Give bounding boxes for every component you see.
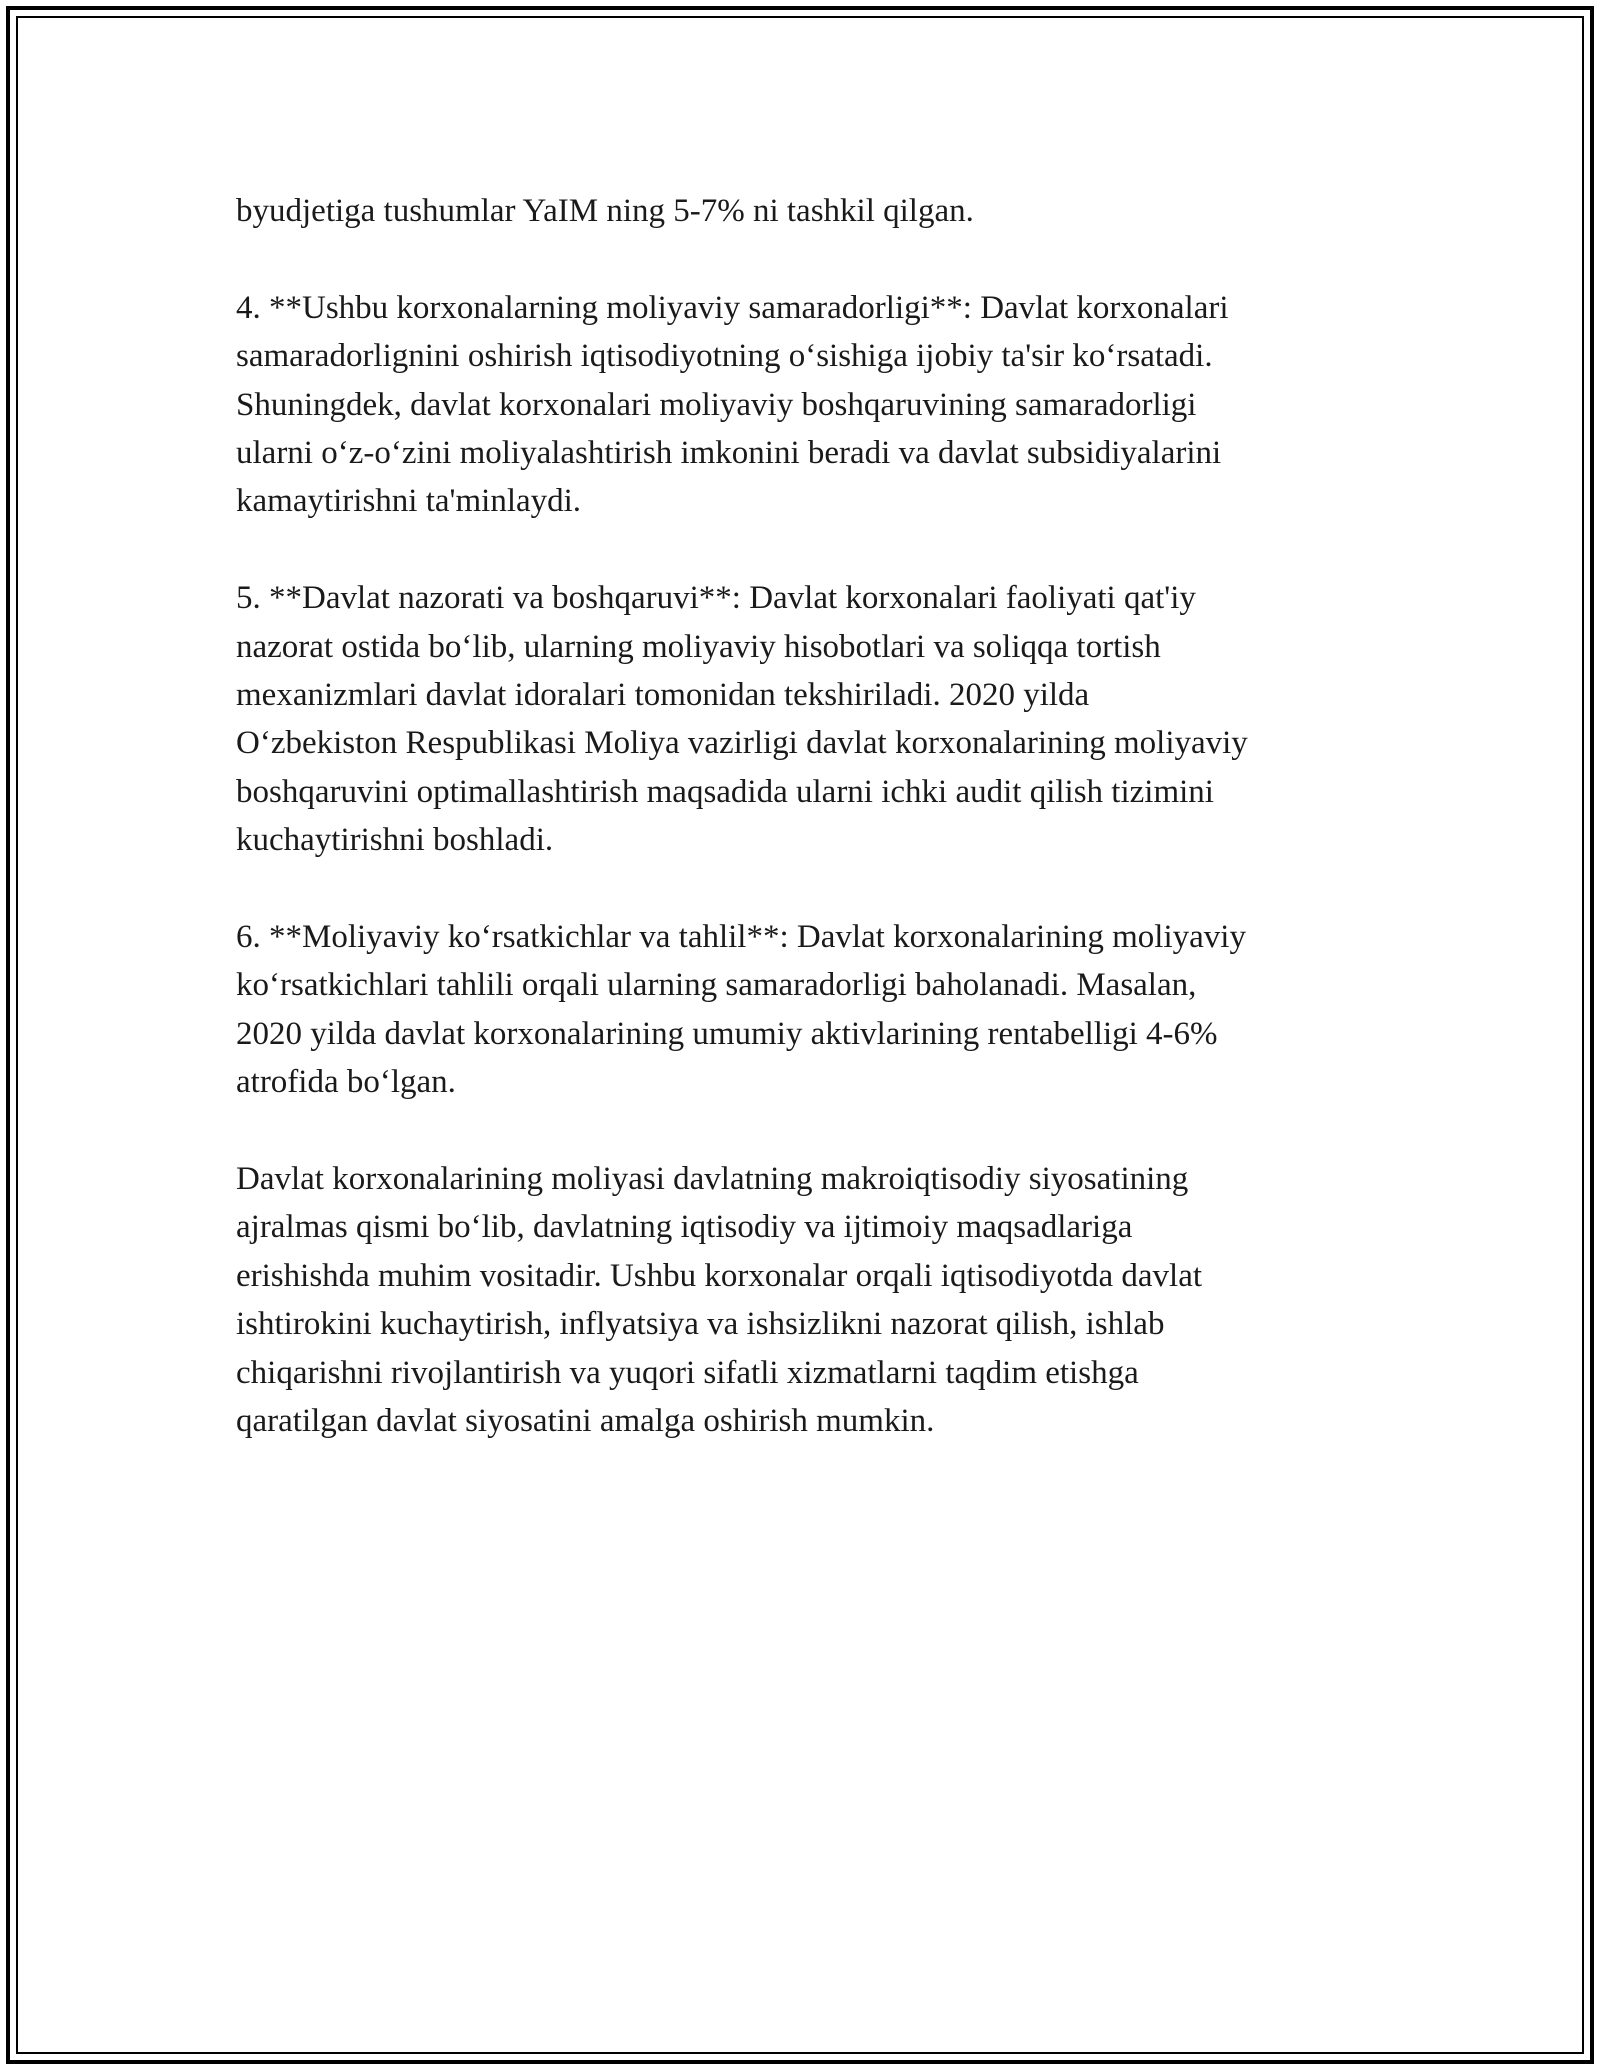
text-line: 4. **Ushbu korxonalarning moliyaviy samaradorligi**: Davlat korxonalari: [236, 289, 1229, 326]
text-line: kuchaytirishni boshladi.: [236, 822, 554, 859]
text-line: nazorat ostida bo‘lib, ularning moliyaviy hisobotlari va soliqqa tortish: [236, 628, 1161, 665]
paragraph-financial-indicators: [236, 913, 1376, 1107]
text-line: mexanizmlari davlat idoralari tomonidan tekshiriladi. 2020 yilda: [236, 677, 1090, 714]
text-line: 2020 yilda davlat korxonalarining umumiy aktivlarining rentabelligi 4-6%: [236, 1015, 1218, 1052]
text-line: ajralmas qismi bo‘lib, davlatning iqtisodiy va ijtimoiy maqsadlariga: [236, 1209, 1133, 1246]
text-line: ko‘rsatkichlari tahlili orqali ularning samaradorligi baholanadi. Masalan,: [236, 967, 1197, 1004]
text-line: ishtirokini kuchaytirish, inflyatsiya va ishsizlikni nazorat qilish, ishlab: [236, 1306, 1165, 1343]
text-line: qaratilgan davlat siyosatini amalga oshirish mumkin.: [236, 1403, 935, 1440]
text-line: Davlat korxonalarining moliyasi davlatning makroiqtisodiy siyosatining: [236, 1161, 1189, 1198]
text-line: atrofida bo‘lgan.: [236, 1064, 456, 1101]
text-line: kamaytirishni ta'minlaydi.: [236, 483, 582, 520]
text-line: erishishda muhim vositadir. Ushbu korxonalar orqali iqtisodiyotda davlat: [236, 1257, 1203, 1294]
paragraph-state-control: [236, 574, 1376, 864]
document-body: [236, 187, 1376, 1494]
text-line: chiqarishni rivojlantirish va yuqori sifatli xizmatlarni taqdim etishga: [236, 1354, 1139, 1391]
paragraph-conclusion: [236, 1155, 1376, 1445]
text-line: 6. **Moliyaviy ko‘rsatkichlar va tahlil**: Davlat korxonalarining moliyaviy: [236, 919, 1246, 956]
text-line: O‘zbekiston Respublikasi Moliya vazirligi davlat korxonalarining moliyaviy: [236, 725, 1248, 762]
text-line: 5. **Davlat nazorati va boshqaruvi**: Davlat korxonalari faoliyati qat'iy: [236, 580, 1196, 617]
text-line: ularni o‘z-o‘zini moliyalashtirish imkonini beradi va davlat subsidiyalarini: [236, 435, 1222, 472]
text-line: Shuningdek, davlat korxonalari moliyaviy boshqaruvining samaradorligi: [236, 386, 1197, 423]
paragraph-budget-revenue: [236, 187, 1376, 235]
paragraph-financial-efficiency: [236, 284, 1376, 526]
text-line: boshqaruvini optimallashtirish maqsadida ularni ichki audit qilish tizimini: [236, 773, 1214, 810]
text-line: samaradorlignini oshirish iqtisodiyotning o‘sishiga ijobiy ta'sir ko‘rsatadi.: [236, 338, 1213, 375]
text-line: byudjetiga tushumlar YaIM ning 5-7% ni tashkil qilgan.: [236, 193, 974, 229]
